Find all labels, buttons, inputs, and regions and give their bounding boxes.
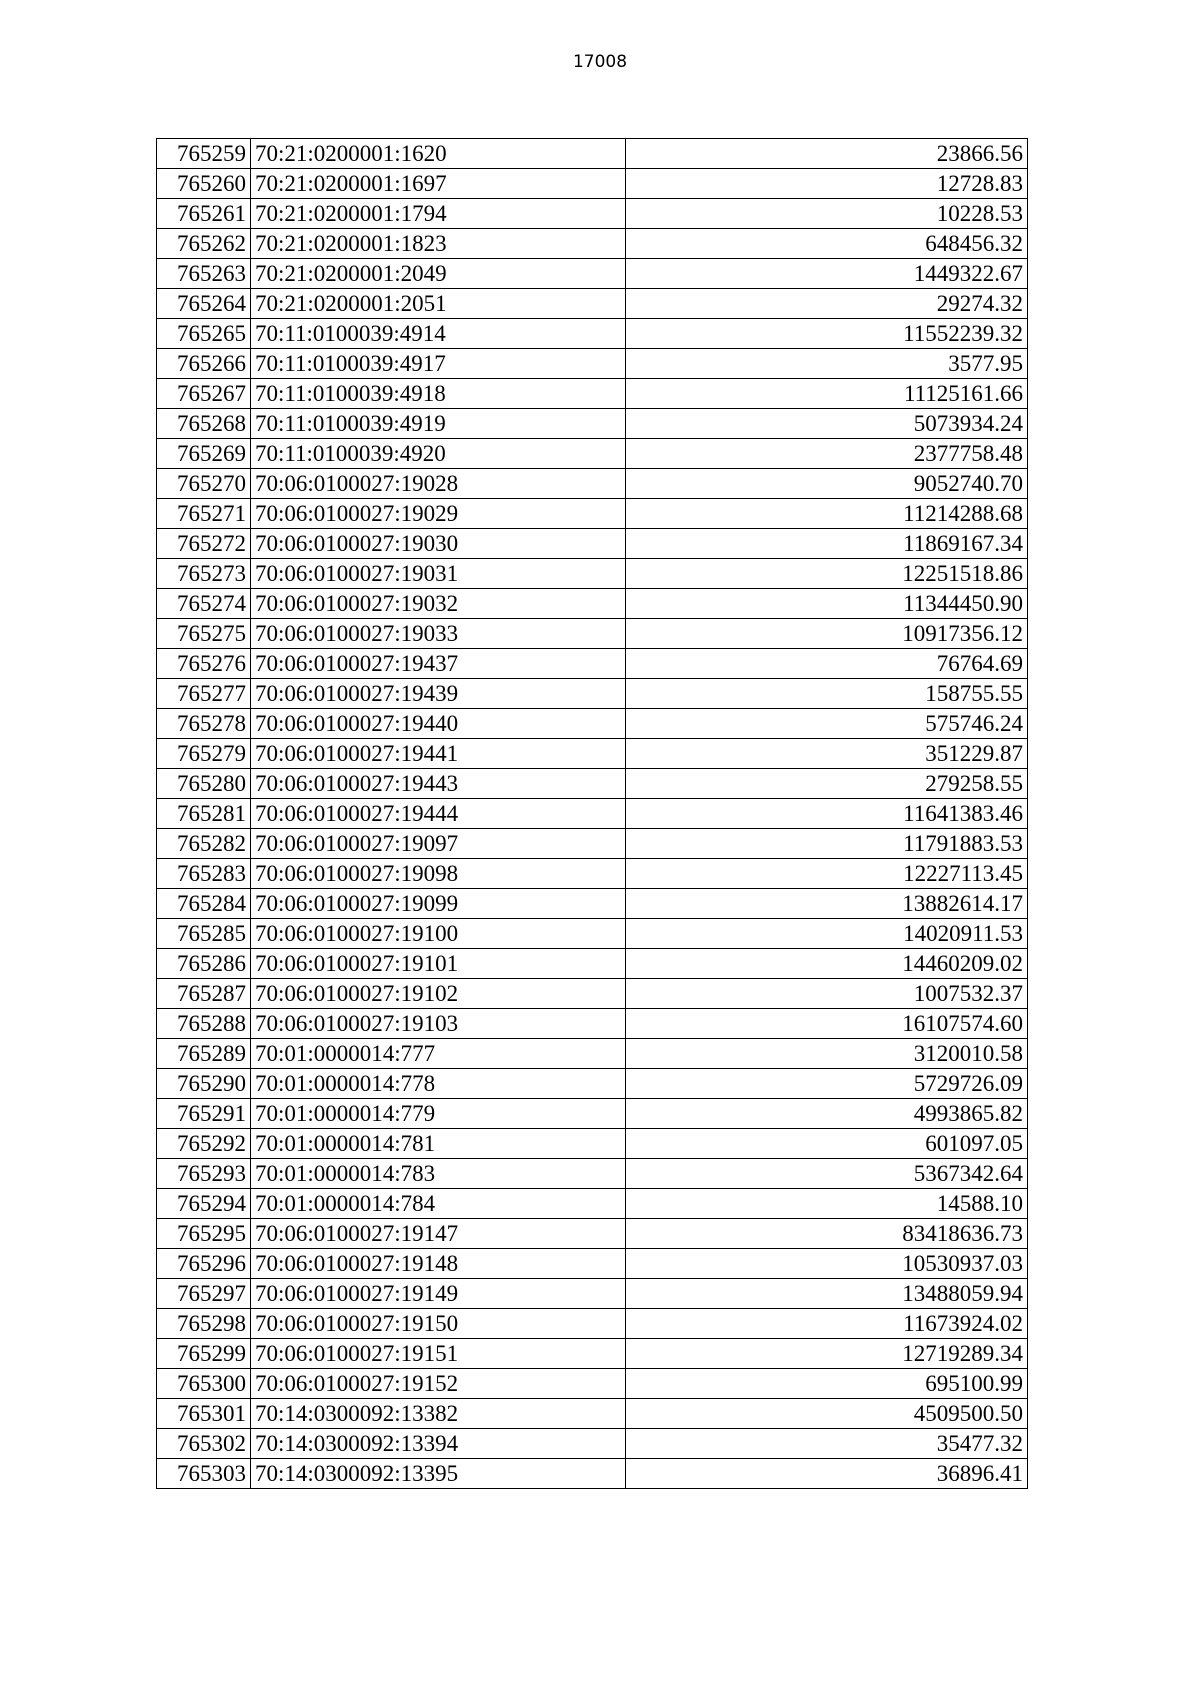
value-cell: 12719289.34: [625, 1339, 1027, 1369]
value-cell: 23866.56: [625, 139, 1027, 169]
table-row: [157, 1249, 1028, 1279]
value-cell: 13488059.94: [625, 1279, 1027, 1309]
table-row: [157, 859, 1028, 889]
cadastral-number-cell: 70:06:0100027:19102: [250, 979, 625, 1009]
table-row: [157, 649, 1028, 679]
cadastral-number-cell: 70:06:0100027:19443: [250, 769, 625, 799]
value-cell: 11552239.32: [625, 319, 1027, 349]
value-cell: 575746.24: [625, 709, 1027, 739]
table-row: [157, 1339, 1028, 1369]
table-row: [157, 889, 1028, 919]
row-id-cell: 765273: [157, 559, 251, 589]
table-row: [157, 349, 1028, 379]
cadastral-value-table: [156, 138, 1028, 1489]
table-row: [157, 949, 1028, 979]
table-row: [157, 589, 1028, 619]
value-cell: 11125161.66: [625, 379, 1027, 409]
table-row: [157, 619, 1028, 649]
row-id-cell: 765302: [157, 1429, 251, 1459]
row-id-cell: 765288: [157, 1009, 251, 1039]
row-id-cell: 765279: [157, 739, 251, 769]
cadastral-number-cell: 70:11:0100039:4920: [250, 439, 625, 469]
table-row: [157, 1099, 1028, 1129]
cadastral-number-cell: 70:14:0300092:13394: [250, 1429, 625, 1459]
cadastral-number-cell: 70:06:0100027:19029: [250, 499, 625, 529]
row-id-cell: 765297: [157, 1279, 251, 1309]
table-row: [157, 1459, 1028, 1489]
row-id-cell: 765268: [157, 409, 251, 439]
table-row: [157, 289, 1028, 319]
cadastral-number-cell: 70:06:0100027:19440: [250, 709, 625, 739]
value-cell: 10228.53: [625, 199, 1027, 229]
value-cell: 3120010.58: [625, 1039, 1027, 1069]
row-id-cell: 765284: [157, 889, 251, 919]
table-row: [157, 919, 1028, 949]
cadastral-number-cell: 70:21:0200001:1697: [250, 169, 625, 199]
table-row: [157, 1429, 1028, 1459]
row-id-cell: 765264: [157, 289, 251, 319]
cadastral-number-cell: 70:14:0300092:13382: [250, 1399, 625, 1429]
value-cell: 158755.55: [625, 679, 1027, 709]
table-row: [157, 1039, 1028, 1069]
cadastral-number-cell: 70:11:0100039:4914: [250, 319, 625, 349]
value-cell: 11344450.90: [625, 589, 1027, 619]
cadastral-number-cell: 70:06:0100027:19098: [250, 859, 625, 889]
value-cell: 5729726.09: [625, 1069, 1027, 1099]
row-id-cell: 765301: [157, 1399, 251, 1429]
cadastral-number-cell: 70:06:0100027:19030: [250, 529, 625, 559]
row-id-cell: 765303: [157, 1459, 251, 1489]
cadastral-number-cell: 70:06:0100027:19101: [250, 949, 625, 979]
value-cell: 1449322.67: [625, 259, 1027, 289]
row-id-cell: 765262: [157, 229, 251, 259]
cadastral-number-cell: 70:06:0100027:19147: [250, 1219, 625, 1249]
table-row: [157, 199, 1028, 229]
cadastral-number-cell: 70:21:0200001:1620: [250, 139, 625, 169]
table-row: [157, 1009, 1028, 1039]
cadastral-number-cell: 70:06:0100027:19100: [250, 919, 625, 949]
table-row: [157, 559, 1028, 589]
value-cell: 11869167.34: [625, 529, 1027, 559]
value-cell: 35477.32: [625, 1429, 1027, 1459]
table-row: [157, 529, 1028, 559]
value-cell: 14588.10: [625, 1189, 1027, 1219]
value-cell: 695100.99: [625, 1369, 1027, 1399]
table-row: [157, 319, 1028, 349]
row-id-cell: 765282: [157, 829, 251, 859]
row-id-cell: 765290: [157, 1069, 251, 1099]
cadastral-number-cell: 70:06:0100027:19031: [250, 559, 625, 589]
row-id-cell: 765280: [157, 769, 251, 799]
value-cell: 76764.69: [625, 649, 1027, 679]
value-cell: 279258.55: [625, 769, 1027, 799]
value-cell: 11673924.02: [625, 1309, 1027, 1339]
value-cell: 3577.95: [625, 349, 1027, 379]
table-row: [157, 679, 1028, 709]
value-cell: 12227113.45: [625, 859, 1027, 889]
row-id-cell: 765276: [157, 649, 251, 679]
row-id-cell: 765283: [157, 859, 251, 889]
row-id-cell: 765270: [157, 469, 251, 499]
row-id-cell: 765281: [157, 799, 251, 829]
value-cell: 29274.32: [625, 289, 1027, 319]
cadastral-number-cell: 70:06:0100027:19149: [250, 1279, 625, 1309]
row-id-cell: 765300: [157, 1369, 251, 1399]
table-row: [157, 1399, 1028, 1429]
row-id-cell: 765285: [157, 919, 251, 949]
row-id-cell: 765263: [157, 259, 251, 289]
row-id-cell: 765271: [157, 499, 251, 529]
table-body: [157, 139, 1028, 1489]
value-cell: 16107574.60: [625, 1009, 1027, 1039]
table-row: [157, 169, 1028, 199]
table-row: [157, 1069, 1028, 1099]
table-row: [157, 379, 1028, 409]
table-row: [157, 979, 1028, 1009]
cadastral-number-cell: 70:21:0200001:1794: [250, 199, 625, 229]
row-id-cell: 765275: [157, 619, 251, 649]
cadastral-number-cell: 70:06:0100027:19437: [250, 649, 625, 679]
table-row: [157, 799, 1028, 829]
table-row: [157, 259, 1028, 289]
table-row: [157, 1219, 1028, 1249]
cadastral-number-cell: 70:01:0000014:779: [250, 1099, 625, 1129]
value-cell: 9052740.70: [625, 469, 1027, 499]
value-cell: 14020911.53: [625, 919, 1027, 949]
page-number: 17008: [572, 52, 628, 72]
value-cell: 14460209.02: [625, 949, 1027, 979]
value-cell: 1007532.37: [625, 979, 1027, 1009]
cadastral-number-cell: 70:06:0100027:19439: [250, 679, 625, 709]
row-id-cell: 765278: [157, 709, 251, 739]
value-cell: 12251518.86: [625, 559, 1027, 589]
table-row: [157, 739, 1028, 769]
table-row: [157, 1159, 1028, 1189]
cadastral-number-cell: 70:06:0100027:19148: [250, 1249, 625, 1279]
value-cell: 648456.32: [625, 229, 1027, 259]
cadastral-number-cell: 70:14:0300092:13395: [250, 1459, 625, 1489]
value-cell: 4509500.50: [625, 1399, 1027, 1429]
cadastral-number-cell: 70:21:0200001:2049: [250, 259, 625, 289]
row-id-cell: 765292: [157, 1129, 251, 1159]
row-id-cell: 765272: [157, 529, 251, 559]
row-id-cell: 765296: [157, 1249, 251, 1279]
value-cell: 5367342.64: [625, 1159, 1027, 1189]
table-row: [157, 1279, 1028, 1309]
cadastral-number-cell: 70:01:0000014:778: [250, 1069, 625, 1099]
row-id-cell: 765295: [157, 1219, 251, 1249]
value-cell: 12728.83: [625, 169, 1027, 199]
value-cell: 10530937.03: [625, 1249, 1027, 1279]
row-id-cell: 765294: [157, 1189, 251, 1219]
table-row: [157, 1369, 1028, 1399]
table-row: [157, 1129, 1028, 1159]
table-row: [157, 469, 1028, 499]
row-id-cell: 765298: [157, 1309, 251, 1339]
row-id-cell: 765259: [157, 139, 251, 169]
cadastral-number-cell: 70:06:0100027:19152: [250, 1369, 625, 1399]
row-id-cell: 765286: [157, 949, 251, 979]
row-id-cell: 765260: [157, 169, 251, 199]
value-cell: 13882614.17: [625, 889, 1027, 919]
cadastral-number-cell: 70:11:0100039:4918: [250, 379, 625, 409]
cadastral-number-cell: 70:01:0000014:781: [250, 1129, 625, 1159]
cadastral-number-cell: 70:21:0200001:2051: [250, 289, 625, 319]
cadastral-number-cell: 70:06:0100027:19441: [250, 739, 625, 769]
row-id-cell: 765291: [157, 1099, 251, 1129]
table-row: [157, 1309, 1028, 1339]
cadastral-number-cell: 70:06:0100027:19099: [250, 889, 625, 919]
cadastral-number-cell: 70:01:0000014:777: [250, 1039, 625, 1069]
row-id-cell: 765287: [157, 979, 251, 1009]
cadastral-number-cell: 70:06:0100027:19097: [250, 829, 625, 859]
value-cell: 5073934.24: [625, 409, 1027, 439]
row-id-cell: 765293: [157, 1159, 251, 1189]
table-row: [157, 499, 1028, 529]
row-id-cell: 765261: [157, 199, 251, 229]
row-id-cell: 765266: [157, 349, 251, 379]
row-id-cell: 765265: [157, 319, 251, 349]
cadastral-number-cell: 70:01:0000014:784: [250, 1189, 625, 1219]
value-cell: 11214288.68: [625, 499, 1027, 529]
value-cell: 4993865.82: [625, 1099, 1027, 1129]
row-id-cell: 765274: [157, 589, 251, 619]
table-row: [157, 829, 1028, 859]
value-cell: 351229.87: [625, 739, 1027, 769]
value-cell: 11641383.46: [625, 799, 1027, 829]
cadastral-number-cell: 70:01:0000014:783: [250, 1159, 625, 1189]
row-id-cell: 765289: [157, 1039, 251, 1069]
table-row: [157, 409, 1028, 439]
value-cell: 83418636.73: [625, 1219, 1027, 1249]
row-id-cell: 765267: [157, 379, 251, 409]
cadastral-number-cell: 70:11:0100039:4917: [250, 349, 625, 379]
table-row: [157, 769, 1028, 799]
table-row: [157, 139, 1028, 169]
value-cell: 36896.41: [625, 1459, 1027, 1489]
table-row: [157, 709, 1028, 739]
cadastral-number-cell: 70:06:0100027:19103: [250, 1009, 625, 1039]
table-row: [157, 439, 1028, 469]
cadastral-number-cell: 70:06:0100027:19150: [250, 1309, 625, 1339]
value-cell: 2377758.48: [625, 439, 1027, 469]
value-cell: 601097.05: [625, 1129, 1027, 1159]
value-cell: 11791883.53: [625, 829, 1027, 859]
cadastral-number-cell: 70:21:0200001:1823: [250, 229, 625, 259]
row-id-cell: 765277: [157, 679, 251, 709]
cadastral-number-cell: 70:11:0100039:4919: [250, 409, 625, 439]
cadastral-number-cell: 70:06:0100027:19444: [250, 799, 625, 829]
value-cell: 10917356.12: [625, 619, 1027, 649]
cadastral-number-cell: 70:06:0100027:19028: [250, 469, 625, 499]
row-id-cell: 765299: [157, 1339, 251, 1369]
row-id-cell: 765269: [157, 439, 251, 469]
cadastral-number-cell: 70:06:0100027:19033: [250, 619, 625, 649]
table-row: [157, 1189, 1028, 1219]
cadastral-number-cell: 70:06:0100027:19151: [250, 1339, 625, 1369]
cadastral-number-cell: 70:06:0100027:19032: [250, 589, 625, 619]
table-row: [157, 229, 1028, 259]
